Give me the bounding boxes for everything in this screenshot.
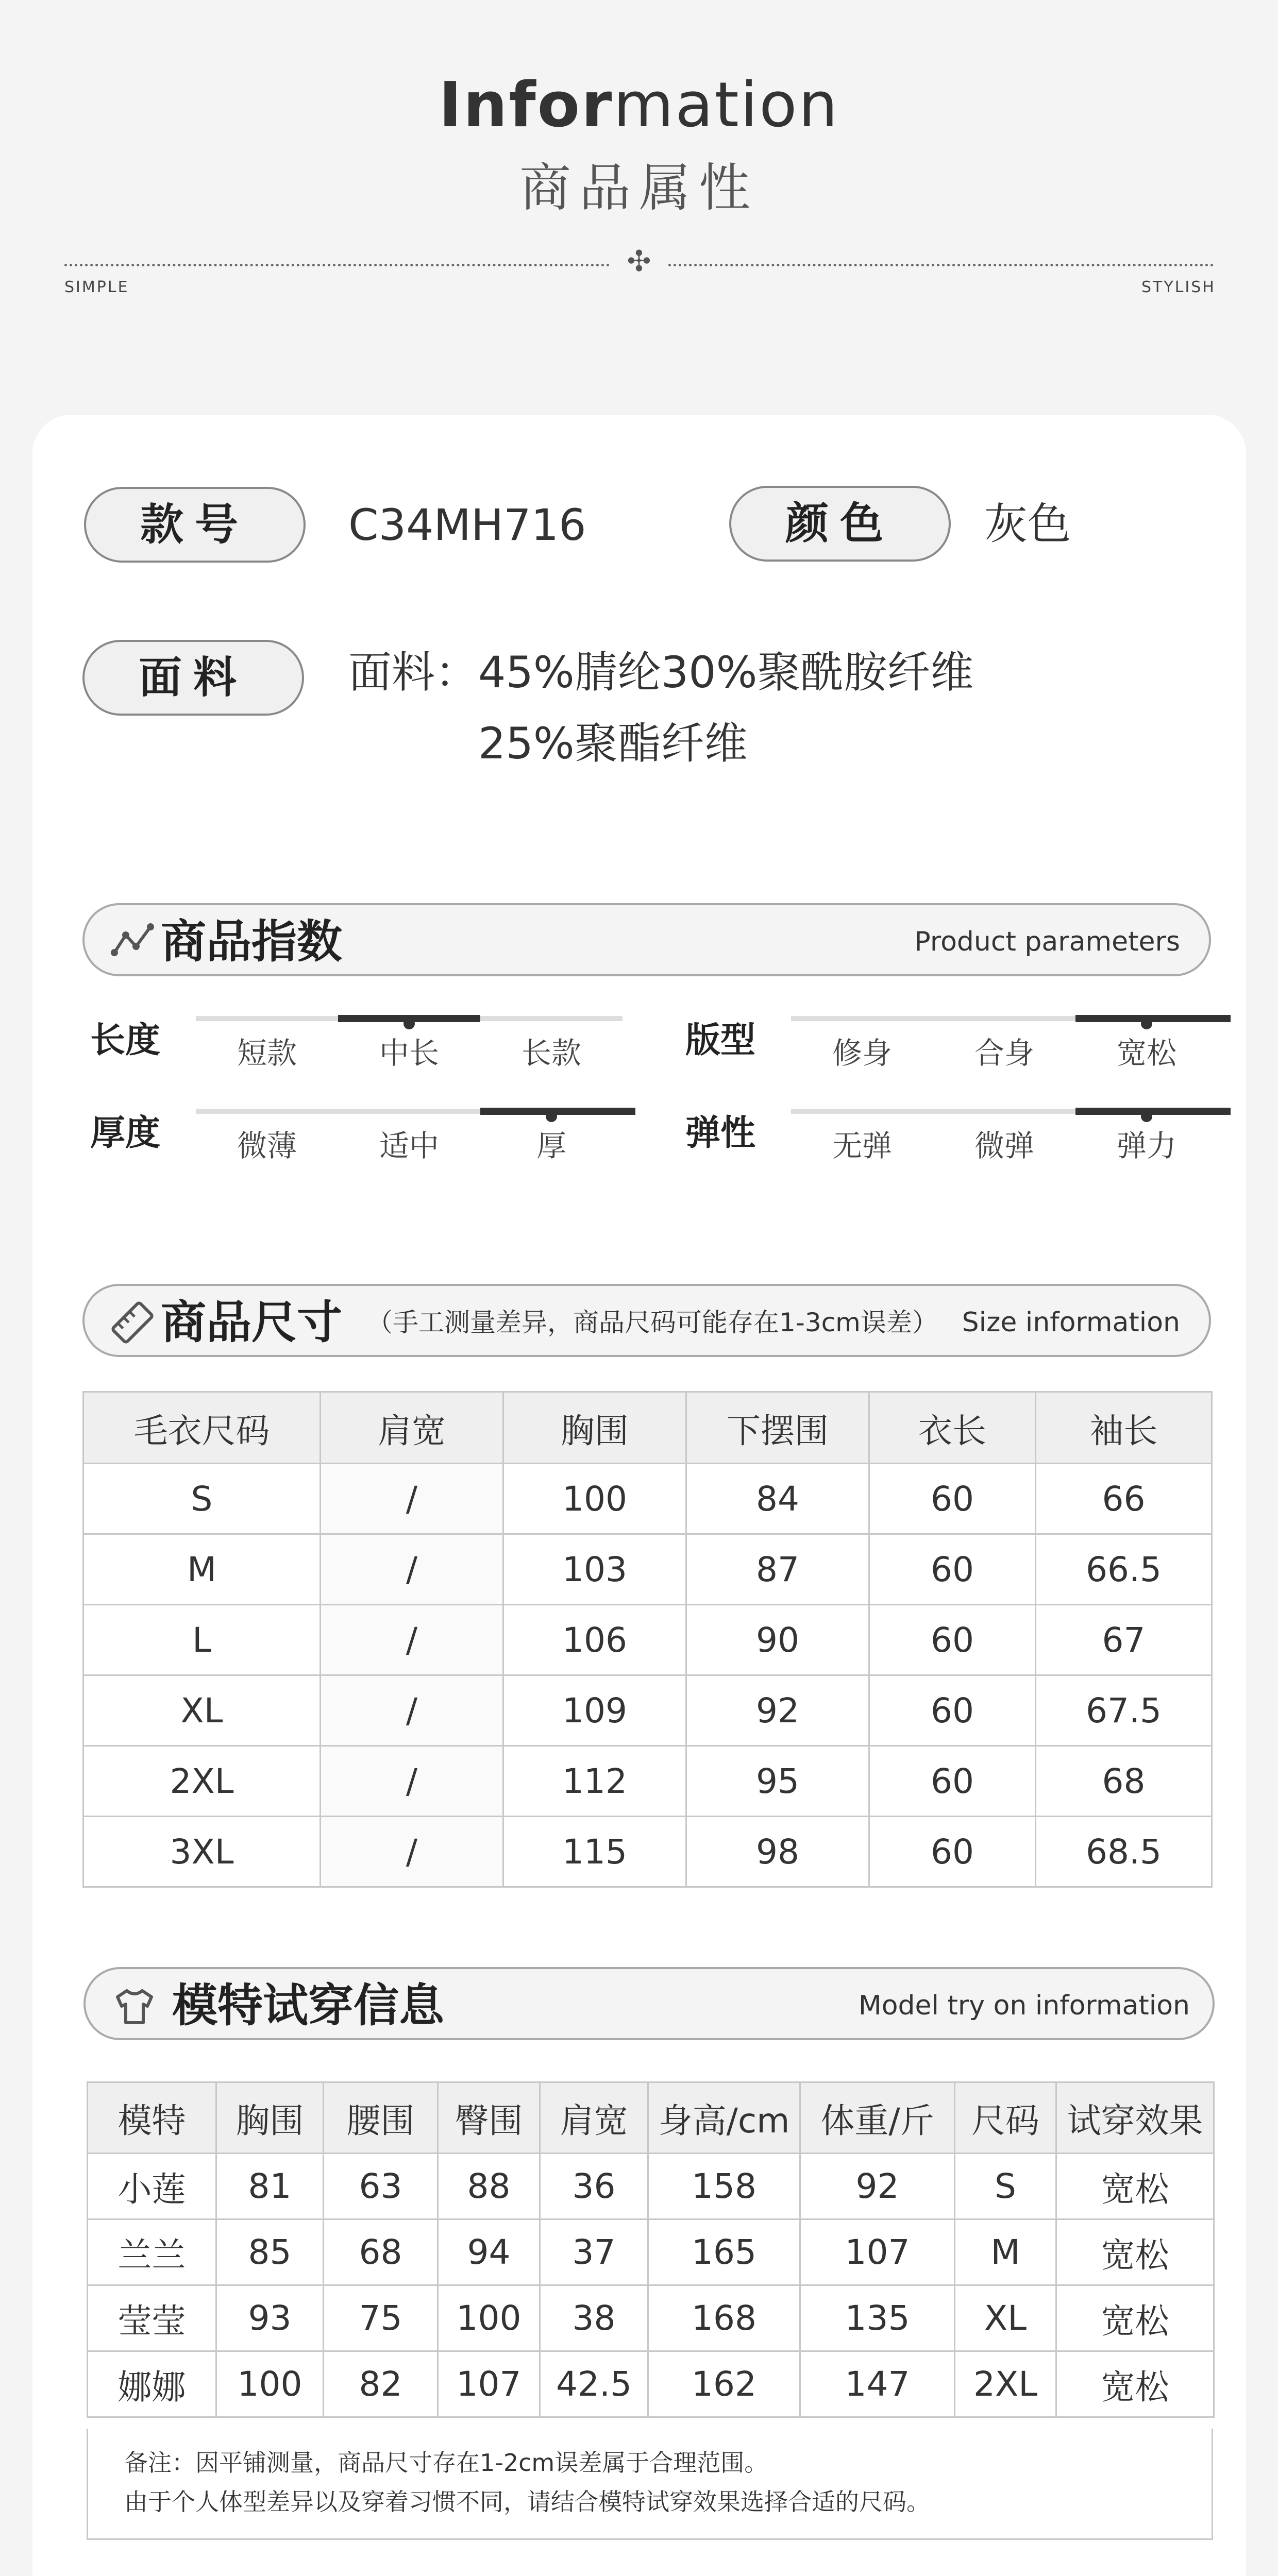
model-cell: M — [955, 2219, 1056, 2285]
index-label: 版型 — [685, 1020, 756, 1061]
size-cell: 68 — [1036, 1746, 1212, 1817]
table-row — [83, 1464, 1212, 1534]
model-cell: 2XL — [955, 2351, 1056, 2417]
size-cell: 60 — [869, 1675, 1036, 1746]
model-cell: 107 — [800, 2219, 955, 2285]
index-selected-segment — [1075, 1108, 1231, 1115]
index-option: 长款 — [521, 1036, 581, 1071]
size-cell: 84 — [686, 1464, 869, 1534]
column-header: 胸围 — [503, 1392, 686, 1464]
model-cell: 81 — [216, 2154, 324, 2219]
model-table-body — [88, 2154, 1214, 2417]
size-info-title: 商品尺寸 — [161, 1296, 343, 1349]
column-header: 胸围 — [216, 2082, 324, 2154]
column-header: 试穿效果 — [1056, 2082, 1214, 2154]
size-cell: / — [321, 1746, 503, 1817]
model-table-header — [88, 2082, 1214, 2154]
model-cell: 宽松 — [1056, 2285, 1214, 2351]
model-cell: 88 — [438, 2154, 540, 2219]
model-cell: 兰兰 — [88, 2219, 216, 2285]
model-cell: 宽松 — [1056, 2154, 1214, 2219]
column-header: 臀围 — [438, 2082, 540, 2154]
size-cell: 109 — [503, 1675, 686, 1746]
size-info-note: （手工测量差异，商品尺码可能存在1-3cm误差） — [367, 1308, 938, 1337]
size-cell: / — [321, 1464, 503, 1534]
model-cell: 85 — [216, 2219, 324, 2285]
column-header: 腰围 — [324, 2082, 438, 2154]
size-cell: 66 — [1036, 1464, 1212, 1534]
table-row — [88, 2219, 1214, 2285]
size-cell: 66.5 — [1036, 1534, 1212, 1605]
column-header: 尺码 — [955, 2082, 1056, 2154]
model-cell: 82 — [324, 2351, 438, 2417]
size-cell: 115 — [503, 1817, 686, 1887]
tshirt-icon — [112, 1969, 157, 2066]
size-cell: 3XL — [83, 1817, 321, 1887]
table-row — [83, 1534, 1212, 1605]
column-header: 身高/cm — [648, 2082, 800, 2154]
index-option: 宽松 — [1116, 1036, 1176, 1071]
product-index-title: 商品指数 — [161, 915, 343, 968]
model-cell: 93 — [216, 2285, 324, 2351]
index-knob — [403, 1018, 415, 1029]
fabric-label: 面料 — [82, 640, 304, 716]
color-label: 颜色 — [729, 486, 951, 562]
trend-line-icon — [110, 905, 155, 1003]
size-cell: 60 — [869, 1534, 1036, 1605]
size-cell: 67.5 — [1036, 1675, 1212, 1746]
size-table-header — [83, 1392, 1212, 1464]
size-cell: M — [83, 1534, 321, 1605]
size-cell: L — [83, 1605, 321, 1675]
index-label: 长度 — [90, 1020, 161, 1061]
product-index-en-title: Product parameters — [914, 926, 1180, 957]
model-cell: 158 — [648, 2154, 800, 2219]
model-cell: 36 — [540, 2154, 648, 2219]
size-cell: 92 — [686, 1675, 869, 1746]
model-cell: XL — [955, 2285, 1056, 2351]
size-cell: / — [321, 1605, 503, 1675]
model-cell: 宽松 — [1056, 2219, 1214, 2285]
model-cell: 162 — [648, 2351, 800, 2417]
model-cell: 107 — [438, 2351, 540, 2417]
table-row — [83, 1817, 1212, 1887]
index-option: 无弹 — [832, 1128, 892, 1163]
size-cell: 90 — [686, 1605, 869, 1675]
index-option: 短款 — [237, 1036, 297, 1071]
size-cell: 60 — [869, 1817, 1036, 1887]
product-index-header — [82, 903, 1211, 976]
remark-line-1: 备注：因平铺测量，商品尺寸存在1-2cm误差属于合理范围。 — [124, 2449, 768, 2477]
divider-left — [64, 264, 610, 266]
model-cell: 168 — [648, 2285, 800, 2351]
size-cell: 68.5 — [1036, 1817, 1212, 1887]
table-row — [83, 1605, 1212, 1675]
index-label: 弹性 — [685, 1113, 756, 1154]
model-info-title: 模特试穿信息 — [172, 1979, 445, 2032]
size-cell: 60 — [869, 1464, 1036, 1534]
fabric-line-2: 25%聚酯纤维 — [478, 718, 748, 769]
column-header: 体重/斤 — [800, 2082, 955, 2154]
model-cell: 68 — [324, 2219, 438, 2285]
ruler-icon — [110, 1286, 155, 1383]
model-cell: 莹莹 — [88, 2285, 216, 2351]
index-option: 适中 — [379, 1128, 439, 1163]
model-table — [87, 2081, 1215, 2418]
column-header: 模特 — [88, 2082, 216, 2154]
index-selected-segment — [480, 1108, 635, 1115]
index-option: 中长 — [379, 1036, 439, 1071]
column-header: 肩宽 — [540, 2082, 648, 2154]
index-knob — [1141, 1018, 1152, 1029]
size-cell: / — [321, 1534, 503, 1605]
table-row — [88, 2154, 1214, 2219]
index-knob — [546, 1111, 557, 1122]
model-cell: 94 — [438, 2219, 540, 2285]
model-cell: 38 — [540, 2285, 648, 2351]
column-header: 衣长 — [869, 1392, 1036, 1464]
fabric-line-1: 面料：45%腈纶30%聚酰胺纤维 — [348, 647, 974, 698]
remark-box — [87, 2429, 1213, 2540]
index-option: 弹力 — [1116, 1128, 1176, 1163]
model-cell: 42.5 — [540, 2351, 648, 2417]
column-header: 下摆围 — [686, 1392, 869, 1464]
model-cell: 92 — [800, 2154, 955, 2219]
divider-right — [668, 264, 1214, 266]
size-cell: 95 — [686, 1746, 869, 1817]
size-cell: 87 — [686, 1534, 869, 1605]
model-cell: 娜娜 — [88, 2351, 216, 2417]
index-option: 厚 — [536, 1128, 566, 1163]
index-option: 修身 — [832, 1036, 892, 1071]
size-cell: / — [321, 1817, 503, 1887]
table-row — [88, 2285, 1214, 2351]
color-value: 灰色 — [984, 499, 1071, 549]
size-info-en-title: Size information — [962, 1307, 1180, 1338]
tag-simple: SIMPLE — [64, 278, 129, 296]
model-cell: 63 — [324, 2154, 438, 2219]
model-cell: 100 — [216, 2351, 324, 2417]
model-cell: 147 — [800, 2351, 955, 2417]
index-label: 厚度 — [90, 1113, 161, 1154]
size-cell: 106 — [503, 1605, 686, 1675]
size-cell: 98 — [686, 1817, 869, 1887]
size-info-header — [82, 1284, 1211, 1357]
tag-stylish: STYLISH — [1141, 278, 1216, 296]
size-cell: 67 — [1036, 1605, 1212, 1675]
model-info-en-title: Model try on information — [858, 1990, 1190, 2021]
column-header: 肩宽 — [321, 1392, 503, 1464]
index-knob — [1141, 1111, 1152, 1122]
table-row — [83, 1675, 1212, 1746]
size-table — [82, 1391, 1213, 1888]
model-cell: 165 — [648, 2219, 800, 2285]
size-cell: 103 — [503, 1534, 686, 1605]
column-header: 袖长 — [1036, 1392, 1212, 1464]
size-table-body — [83, 1464, 1212, 1887]
model-cell: 135 — [800, 2285, 955, 2351]
model-cell: 75 — [324, 2285, 438, 2351]
remark-line-2: 由于个人体型差异以及穿着习惯不同，请结合模特试穿效果选择合适的尺码。 — [124, 2488, 930, 2516]
model-cell: 宽松 — [1056, 2351, 1214, 2417]
ornament-icon: ✣ — [627, 245, 651, 278]
size-cell: 112 — [503, 1746, 686, 1817]
model-info-header — [83, 1967, 1215, 2040]
style-no-value: C34MH716 — [348, 500, 586, 550]
table-row — [88, 2351, 1214, 2417]
size-cell: XL — [83, 1675, 321, 1746]
page-title — [0, 67, 1278, 144]
column-header: 毛衣尺码 — [83, 1392, 321, 1464]
title-bold-part: Infor — [439, 70, 614, 141]
title-light-part: mation — [613, 70, 839, 141]
index-option: 微薄 — [237, 1128, 297, 1163]
table-row — [83, 1746, 1212, 1817]
page-subtitle: 商品属性 — [519, 158, 759, 218]
model-cell: 小莲 — [88, 2154, 216, 2219]
size-cell: 60 — [869, 1746, 1036, 1817]
size-cell: 60 — [869, 1605, 1036, 1675]
model-cell: 100 — [438, 2285, 540, 2351]
size-cell: 100 — [503, 1464, 686, 1534]
index-option: 合身 — [974, 1036, 1034, 1071]
size-cell: 2XL — [83, 1746, 321, 1817]
model-cell: S — [955, 2154, 1056, 2219]
style-no-label: 款号 — [84, 487, 306, 563]
model-cell: 37 — [540, 2219, 648, 2285]
index-option: 微弹 — [974, 1128, 1034, 1163]
index-selected-segment — [1075, 1015, 1231, 1022]
size-cell: S — [83, 1464, 321, 1534]
size-cell: / — [321, 1675, 503, 1746]
